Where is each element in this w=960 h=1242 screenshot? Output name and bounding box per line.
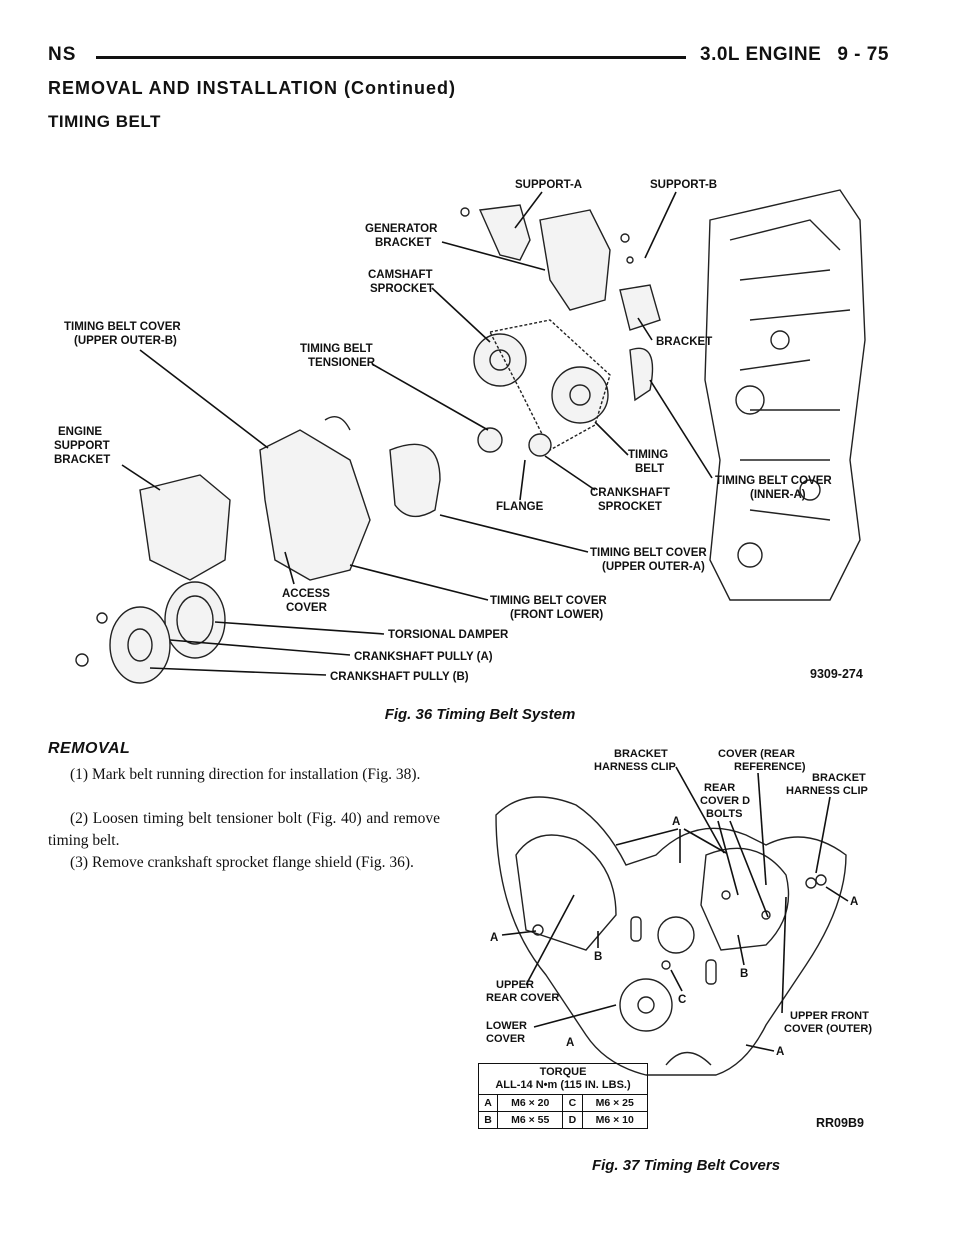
engine-support-bracket-part (140, 475, 230, 580)
label-cover-front-lower-1: TIMING BELT COVER (490, 595, 607, 607)
label-engine-support-2: SUPPORT (54, 440, 110, 452)
label-crank-pully-b: CRANKSHAFT PULLY (B) (330, 671, 469, 683)
torque-cell: M6 × 20 (498, 1095, 563, 1112)
torque-table (478, 1063, 648, 1129)
removal-heading: REMOVAL (48, 740, 131, 757)
label-lower-cover-1: LOWER (486, 1020, 527, 1032)
label-bracket-harness-clip-left-2: HARNESS CLIP (594, 761, 676, 773)
label-a-left: A (490, 932, 499, 944)
label-upper-front-1: UPPER FRONT (790, 1010, 869, 1022)
torque-cell: A (479, 1095, 498, 1112)
label-access-cover-2: COVER (286, 602, 327, 614)
label-generator-bracket-1: GENERATOR (365, 223, 438, 235)
torque-cell: M6 × 10 (582, 1112, 648, 1129)
torque-table-header-row (479, 1064, 648, 1095)
removal-step-3 (48, 852, 440, 874)
label-tensioner-1: TIMING BELT (300, 343, 373, 355)
label-support-a: SUPPORT-A (515, 179, 583, 191)
label-bracket: BRACKET (656, 336, 713, 348)
torque-spec: ALL-14 N•m (115 IN. LBS.) (495, 1079, 631, 1091)
label-a-right: A (850, 896, 859, 908)
removal-step-2 (48, 808, 440, 852)
label-upper-rear-1: UPPER (496, 979, 534, 991)
belt-and-sprockets (474, 320, 653, 456)
label-bracket-harness-clip-right-2: HARNESS CLIP (786, 785, 868, 797)
figure-37-caption: Fig. 37 Timing Belt Covers (591, 1157, 781, 1174)
label-cover-upper-outer-b-1: TIMING BELT COVER (64, 321, 181, 333)
label-rear-cover-d-3: BOLTS (706, 808, 743, 820)
label-engine-support-1: ENGINE (58, 426, 103, 438)
label-cover-upper-outer-a-2: (UPPER OUTER-A) (602, 561, 705, 573)
label-flange: FLANGE (496, 501, 544, 513)
label-a-bottom-right: A (776, 1046, 785, 1058)
figure-37-leader-lines (502, 767, 848, 1051)
label-torsional-damper: TORSIONAL DAMPER (388, 629, 509, 641)
label-cover-inner-a-2: (INNER-A) (750, 489, 806, 501)
label-cover-inner-a-1: TIMING BELT COVER (715, 475, 832, 487)
page-number: 9 - 75 (837, 44, 889, 65)
label-support-b: SUPPORT-B (650, 179, 718, 191)
label-upper-rear-2: REAR COVER (486, 992, 560, 1004)
label-a-bottom-left: A (566, 1037, 575, 1049)
removal-step-1 (48, 764, 440, 786)
figure-37-code: RR09B9 (816, 1116, 864, 1130)
label-cover-rear-ref-1: COVER (REAR (718, 748, 796, 760)
label-cover-rear-ref-2: REFERENCE) (734, 761, 806, 773)
table-row (479, 1095, 648, 1112)
label-bracket-harness-clip-left-1: BRACKET (614, 748, 668, 760)
support-brackets (461, 205, 660, 330)
torque-cell: B (479, 1112, 498, 1129)
label-b-right: B (740, 968, 749, 980)
removal-step-1-text: (1) Mark belt running direction for installation (Fig. 38). (70, 766, 421, 783)
label-lower-cover-2: COVER (486, 1033, 526, 1045)
torque-table-header (479, 1064, 648, 1095)
label-rear-cover-d-1: REAR (704, 782, 736, 794)
torque-title: TORQUE (539, 1066, 587, 1078)
label-bracket-harness-clip-right-1: BRACKET (812, 772, 866, 784)
torque-cell: M6 × 25 (582, 1095, 648, 1112)
label-cover-upper-outer-a-1: TIMING BELT COVER (590, 547, 707, 559)
label-crank-sprocket-2: SPROCKET (598, 501, 662, 513)
torque-cell: M6 × 55 (498, 1112, 563, 1129)
label-rear-cover-d-2: COVER D (700, 795, 751, 807)
label-a-top: A (672, 816, 681, 828)
label-b-left: B (594, 951, 603, 963)
label-generator-bracket-2: BRACKET (375, 237, 432, 249)
label-crank-sprocket-1: CRANKSHAFT (590, 487, 670, 499)
engine-block-illustration (705, 190, 865, 600)
torque-cell: D (563, 1112, 582, 1129)
removal-step-3-text: (3) Remove crankshaft sprocket flange shield (Fig. 36). (70, 854, 414, 871)
label-c: C (678, 994, 687, 1006)
table-row (479, 1112, 648, 1129)
label-cover-front-lower-2: (FRONT LOWER) (510, 609, 604, 621)
label-timing-belt-1: TIMING (628, 449, 669, 461)
label-access-cover-1: ACCESS (282, 588, 330, 600)
label-tensioner-2: TENSIONER (308, 357, 376, 369)
figure-36-timing-belt-system (50, 160, 910, 700)
label-engine-support-3: BRACKET (54, 454, 111, 466)
removal-step-2-text: (2) Loosen timing belt tensioner bolt (Fig. 40) and remove timing belt. (48, 810, 440, 849)
label-timing-belt-2: BELT (635, 463, 665, 475)
header-engine-title: 3.0L ENGINE (700, 44, 822, 65)
label-camshaft-sprocket-2: SPROCKET (370, 283, 434, 295)
section-title: REMOVAL AND INSTALLATION (Continued) (48, 78, 456, 98)
figure-36-caption: Fig. 36 Timing Belt System (384, 706, 576, 723)
header-rule (96, 56, 686, 59)
label-camshaft-sprocket-1: CAMSHAFT (368, 269, 433, 281)
timing-belt-covers (260, 417, 440, 580)
label-crank-pully-a: CRANKSHAFT PULLY (A) (354, 651, 493, 663)
header-right (700, 44, 889, 66)
label-cover-upper-outer-b-2: (UPPER OUTER-B) (74, 335, 177, 347)
torque-cell: C (563, 1095, 582, 1112)
subsection-title: TIMING BELT (48, 112, 161, 131)
label-upper-front-2: COVER (OUTER) (784, 1023, 872, 1035)
header-section-code: NS (48, 44, 77, 65)
figure-36-code: 9309-274 (810, 667, 863, 681)
